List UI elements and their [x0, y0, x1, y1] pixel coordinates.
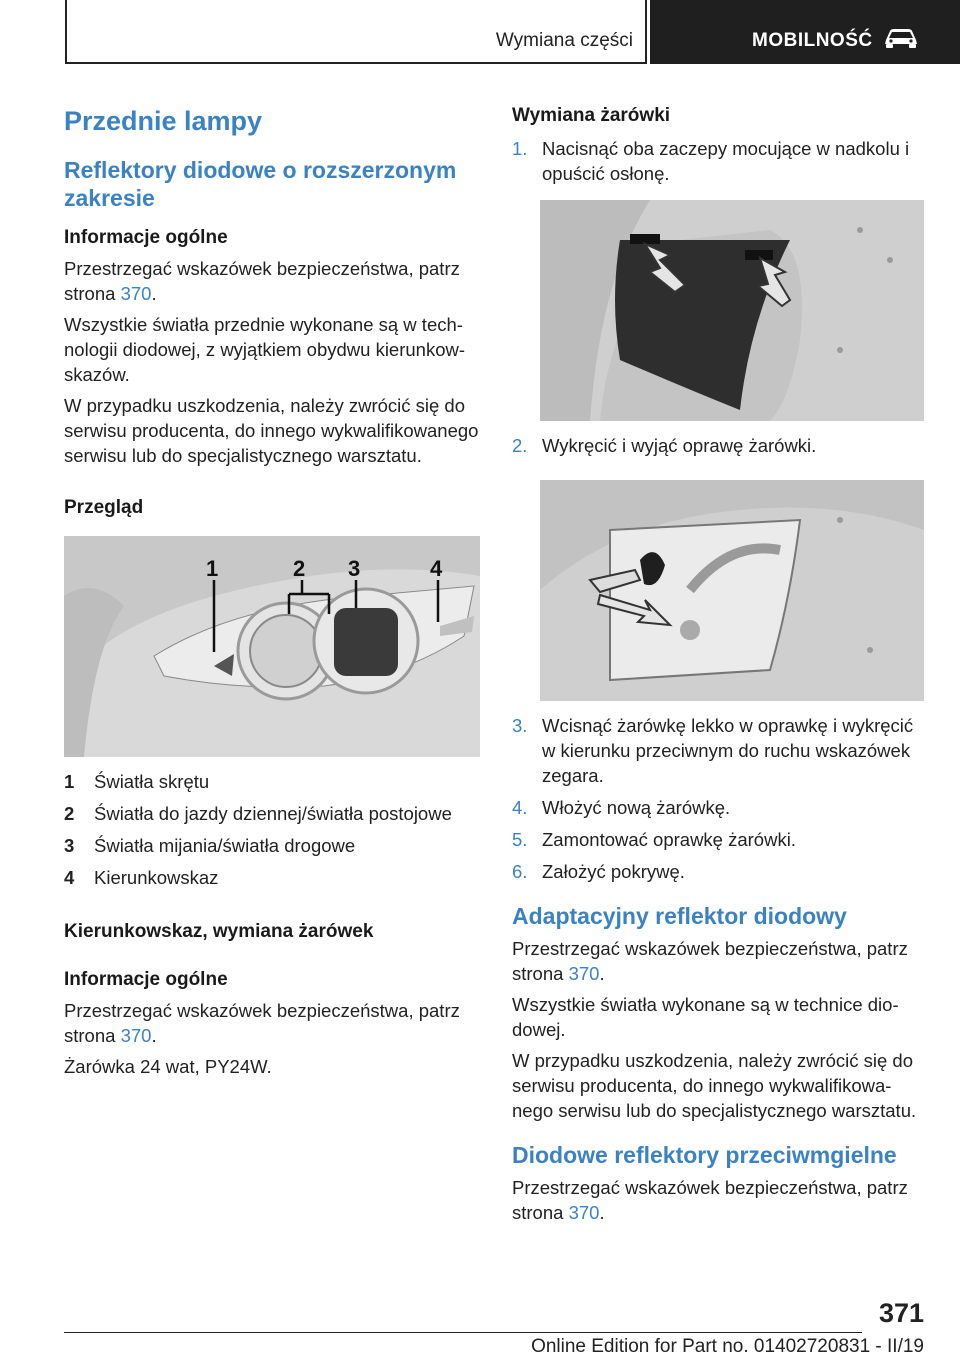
step-text: Założyć pokrywę.: [542, 861, 685, 882]
safety-text: Przestrzegać wskazówek bezpieczeństwa, patrz strona: [512, 938, 908, 984]
header-chapter-box: [650, 0, 960, 64]
general-info-heading: Informacje ogólne: [64, 227, 228, 248]
safety-reference-paragraph: [64, 256, 482, 306]
legend-text: Światła mijania/światła drogowe: [94, 835, 356, 856]
adaptive-headlight-heading: Adaptacyjny reflektor diodowy: [512, 903, 847, 929]
led-technology-paragraph: Wszystkie światła przednie wykonane są w technologii diodowej, z wyjątkiem obydwu kierunkowskazów.: [64, 314, 466, 385]
period: .: [599, 963, 605, 984]
header-section-title: Wymiana części: [495, 30, 633, 51]
bulb-spec-paragraph: Żarówka 24 wat, PY24W.: [64, 1056, 272, 1077]
cover-clips-image: [540, 200, 924, 421]
callout-1: 1: [206, 556, 219, 581]
step-item: [512, 795, 924, 820]
general-info-heading-2: Informacje ogólne: [64, 969, 228, 990]
step-text: Włożyć nową żarówkę.: [542, 797, 731, 818]
step-item: [512, 827, 924, 852]
legend-text: Światła skrętu: [94, 771, 210, 792]
legend-number: 3: [64, 835, 75, 856]
footer-divider: [64, 1332, 862, 1333]
safety-text: Przestrzegać wskazówek bezpieczeństwa, patrz strona: [64, 258, 460, 304]
step-item: [512, 859, 924, 884]
headlight-illustration: [64, 536, 480, 757]
bulb-socket-illustration: [540, 480, 924, 701]
legend-number: 2: [64, 803, 75, 824]
step-item: [512, 136, 924, 186]
page-title: Przednie lampy: [64, 106, 263, 136]
callout-4: 4: [430, 556, 443, 581]
safety-reference-paragraph-2: [64, 998, 482, 1048]
step-text: Zamontować oprawkę żarówki.: [542, 829, 796, 850]
bulb-socket-image: [540, 480, 924, 701]
page-number: 371: [878, 1298, 924, 1328]
safety-reference-paragraph-3: [512, 936, 924, 986]
step-item: [512, 713, 924, 788]
left-column: [64, 100, 482, 1079]
callout-3: 3: [348, 556, 361, 581]
cover-clips-illustration: [540, 200, 924, 421]
section-subtitle: Reflektory diodowe o rozszerzonym zakresie: [64, 157, 457, 211]
legend-text: Kierunkowskaz: [94, 867, 219, 888]
step-number: 4.: [512, 797, 528, 818]
car-icon: [882, 26, 920, 50]
period: .: [151, 1025, 157, 1046]
page-link[interactable]: 370: [120, 283, 152, 304]
overview-heading: Przegląd: [64, 497, 144, 518]
step-text: Nacisnąć oba zaczepy mocujące w nadkolu i opuścić osłonę.: [542, 138, 910, 184]
legend-item: [64, 801, 482, 826]
step-number: 3.: [512, 715, 528, 736]
legend-item: [64, 865, 482, 890]
fog-light-heading: Diodowe reflektory przeciwmgielne: [512, 1142, 897, 1168]
legend-text: Światła do jazdy dziennej/światła postojowe: [94, 803, 452, 824]
safety-reference-paragraph-4: [512, 1175, 924, 1225]
step-number: 2.: [512, 435, 528, 456]
period: .: [151, 283, 157, 304]
page-link[interactable]: 370: [568, 963, 600, 984]
callout-2: 2: [293, 556, 306, 581]
headlight-overview-image: [64, 536, 480, 757]
step-number: 5.: [512, 829, 528, 850]
period: .: [599, 1202, 605, 1223]
right-column: [512, 100, 924, 1225]
legend-list: [64, 769, 482, 890]
service-paragraph-2: W przypadku uszkodzenia, należy zwrócić się do serwisu producenta, do innego wykwalifikowanego serwisu lub do specjalistycznego warsztatu.: [512, 1050, 917, 1121]
safety-text: Przestrzegać wskazówek bezpieczeństwa, patrz strona: [512, 1177, 908, 1223]
legend-number: 4: [64, 867, 75, 888]
header-section-box: [65, 0, 647, 64]
page-link[interactable]: 370: [120, 1025, 152, 1046]
step-text: Wykręcić i wyjąć oprawę żarówki.: [542, 435, 817, 456]
safety-text: Przestrzegać wskazówek bezpieczeństwa, patrz strona: [64, 1000, 460, 1046]
step-item: [512, 433, 924, 458]
step-number: 6.: [512, 861, 528, 882]
legend-item: [64, 769, 482, 794]
step-number: 1.: [512, 138, 528, 159]
bulb-replacement-heading: Wymiana żarówki: [512, 105, 671, 126]
edition-info: Online Edition for Part no. 01402720831 - II/19: [531, 1336, 924, 1357]
legend-number: 1: [64, 771, 75, 792]
step-text: Wcisnąć żarówkę lekko w oprawkę i wykręcić w kierunku przeciwnym do ruchu wskazówek zegara.: [542, 715, 914, 786]
led-technique-paragraph: Wszystkie światła wykonane są w technice diodowej.: [512, 994, 899, 1040]
header-chapter-title: MOBILNOŚĆ: [752, 30, 873, 51]
indicator-bulb-heading: Kierunkowskaz, wymiana żarówek: [64, 921, 374, 942]
legend-item: [64, 833, 482, 858]
page-link[interactable]: 370: [568, 1202, 600, 1223]
service-paragraph: W przypadku uszkodzenia, należy zwrócić się do serwisu producenta, do innego wykwalifikowanego serwisu lub do specjalistycznego warsztatu.: [64, 395, 479, 466]
